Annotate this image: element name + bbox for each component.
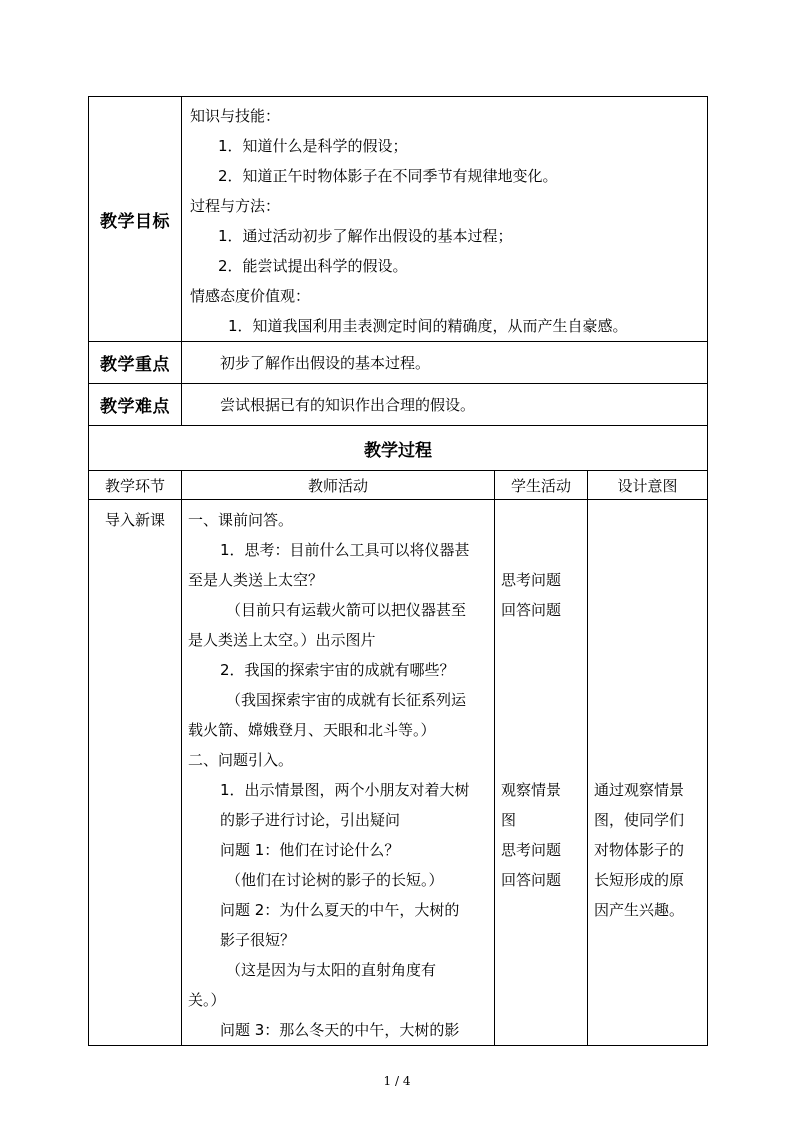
difficulty-row: [89, 384, 708, 426]
teacher-line: 至是人类送上太空？: [188, 571, 324, 589]
objectives-row: [89, 97, 708, 342]
page-number: 1 / 4: [383, 1074, 411, 1088]
header-design: 设计意图: [588, 471, 708, 500]
process-item: 2．能尝试提出科学的假设。: [218, 257, 408, 275]
teacher-line: 一、课前问答。: [188, 511, 294, 529]
process-header-row: [89, 471, 708, 500]
teacher-line: 的影子进行讨论，引出疑问: [220, 811, 401, 829]
student-spacer: [495, 505, 587, 565]
design-intent-cell: [588, 500, 708, 1046]
key-point-text: 初步了解作出假设的基本过程。: [182, 342, 708, 384]
student-activity-cell: [495, 500, 588, 1046]
design-line: 因产生兴趣。: [594, 901, 685, 919]
process-content-row: [89, 500, 708, 1046]
emotion-title: 情感态度价值观：: [190, 287, 311, 305]
process-title: 教学过程: [89, 426, 708, 471]
teacher-line: 1．出示情景图，两个小朋友对着大树: [220, 781, 470, 799]
key-point-row: [89, 342, 708, 384]
teacher-line: 关。）: [188, 991, 226, 1009]
teacher-line: 1．思考：目前什么工具可以将仪器甚: [220, 541, 470, 559]
student-line: 回答问题: [501, 601, 562, 619]
process-title-row: [89, 426, 708, 471]
teacher-line: 问题 1：他们在讨论什么？: [220, 841, 400, 859]
student-line: 观察情景: [501, 781, 562, 799]
design-spacer: [588, 505, 707, 775]
teacher-line: 二、问题引入。: [188, 751, 294, 769]
difficulty-text: 尝试根据已有的知识作出合理的假设。: [182, 384, 708, 426]
student-line: 思考问题: [501, 571, 562, 589]
difficulty-label: 教学难点: [89, 384, 182, 426]
design-line: 通过观察情景: [594, 781, 685, 799]
header-stage: 教学环节: [89, 471, 182, 500]
student-line: 思考问题: [501, 841, 562, 859]
header-teacher: 教师活动: [182, 471, 495, 500]
lesson-plan-table: [88, 96, 708, 1046]
teacher-line: 问题 2：为什么夏天的中午，大树的: [220, 901, 460, 919]
knowledge-item: 1．知道什么是科学的假设；: [218, 137, 408, 155]
student-line: 回答问题: [501, 871, 562, 889]
teacher-line: 是人类送上太空。）出示图片: [188, 631, 376, 649]
header-student: 学生活动: [495, 471, 588, 500]
design-line: 长短形成的原: [594, 871, 685, 889]
student-line: 图: [501, 811, 517, 829]
process-item: 1．通过活动初步了解作出假设的基本过程；: [218, 227, 513, 245]
emotion-item: 1．知道我国利用圭表测定时间的精确度，从而产生自豪感。: [228, 317, 628, 335]
key-point-label: 教学重点: [89, 342, 182, 384]
stage-cell: [89, 500, 182, 1046]
teacher-line: 影子很短？: [220, 931, 296, 949]
design-line: 对物体影子的: [594, 841, 685, 859]
teacher-line: 2．我国的探索宇宙的成就有哪些？: [220, 661, 455, 679]
teacher-line: （这是因为与太阳的直射角度有: [226, 961, 437, 979]
knowledge-item: 2．知道正午时物体影子在不同季节有规律地变化。: [218, 167, 558, 185]
teacher-activity-cell: [182, 500, 495, 1046]
objectives-content: [182, 97, 708, 342]
objectives-label: 教学目标: [89, 97, 182, 342]
teacher-line: 载火箭、嫦娥登月、天眼和北斗等。）: [188, 721, 436, 739]
process-title: 过程与方法：: [190, 197, 281, 215]
design-line: 图，使同学们: [594, 811, 685, 829]
teacher-line: （他们在讨论树的影子的长短。）: [226, 871, 444, 889]
teacher-line: （我国探索宇宙的成就有长征系列运: [226, 691, 467, 709]
stage-name: 导入新课: [104, 511, 165, 529]
student-spacer: [495, 625, 587, 775]
teacher-line: （目前只有运载火箭可以把仪器甚至: [226, 601, 467, 619]
knowledge-title: 知识与技能：: [190, 107, 281, 125]
teacher-line: 问题 3：那么冬天的中午，大树的影: [220, 1021, 460, 1039]
